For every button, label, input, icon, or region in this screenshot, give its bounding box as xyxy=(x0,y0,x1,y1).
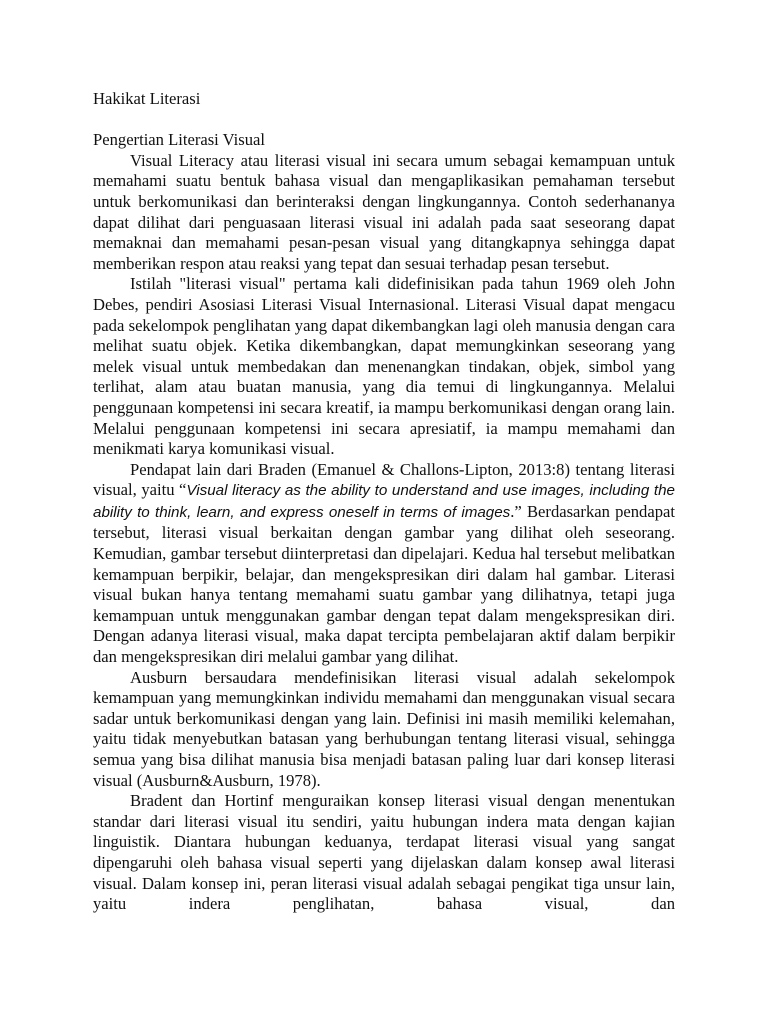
paragraph-3-text-before: Pendapat lain dari Braden (Emanuel & Challons-Lipton, 2013:8) tentang literasi visual, yaitu “ xyxy=(93,459,675,500)
paragraph-2: Istilah "literasi visual" pertama kali didefinisikan pada tahun 1969 oleh John Debes, pendiri Asosiasi Literasi Visual Internasional. Literasi Visual dapat mengacu pada sekelompok penglihatan yang dapat dikembangkan lagi oleh manusia dengan cara melihat suatu objek. Ketika dikembangkan, dapat memungkinkan seseorang yang melek visual untuk membedakan dan menenangkan tindakan, objek, simbol yang terlihat, alam atau buatan manusia, yang dia temui di lingkungannya. Melalui penggunaan kompetensi ini secara kreatif, ia mampu berkomunikasi dengan orang lain. Melalui penggunaan kompetensi ini secara apresiatif, ia mampu memahami dan menikmati karya komunikasi visual. xyxy=(93,274,675,459)
paragraph-3 xyxy=(93,460,675,668)
paragraph-3-quote: Visual literacy as the ability to understand and use images, including the ability to think, learn, and express oneself in terms of images xyxy=(93,482,675,521)
document-body xyxy=(93,89,675,915)
paragraph-5: Bradent dan Hortinf menguraikan konsep literasi visual dengan menentukan standar dari literasi visual itu sendiri, yaitu hubungan indera mata dengan kajian linguistik. Diantara hubungan keduanya, terdapat literasi visual yang sangat dipengaruhi oleh bahasa visual seperti yang dijelaskan dalam konsep awal literasi visual. Dalam konsep ini, peran literasi visual adalah sebagai pengikat tiga unsur lain, yaitu indera penglihatan, bahasa visual, dan xyxy=(93,791,675,914)
document-title: Hakikat Literasi xyxy=(93,89,201,108)
paragraph-4: Ausburn bersaudara mendefinisikan literasi visual adalah sekelompok kemampuan yang memungkinkan individu memahami dan menggunakan visual secara sadar untuk berkomunikasi dengan yang lain. Definisi ini masih memiliki kelemahan, yaitu tidak menyebutkan batasan yang berhubungan tentang literasi visual, sehingga semua yang bisa dilihat manusia bisa menjadi batasan paling luar dari konsep literasi visual (Ausburn&Ausburn, 1978). xyxy=(93,667,675,790)
paragraph-3-text-after: .” Berdasarkan pendapat tersebut, literasi visual berkaitan dengan gambar yang dilihat oleh seseorang. Kemudian, gambar tersebut diinterpretasi dan dipelajari. Kedua hal tersebut melibatkan kemampuan berpikir, belajar, dan mengekspresikan diri dalam hal gambar. Literasi visual bukan hanya tentang memahami suatu gambar yang dilihatnya, tetapi juga kemampuan untuk menggunakan gambar dengan tepat dalam mengekspresikan diri. Dengan adanya literasi visual, maka dapat tercipta pembelajaran aktif dalam berpikir dan mengekspresikan diri melalui gambar yang dilihat. xyxy=(93,501,675,667)
section-title: Pengertian Literasi Visual xyxy=(93,130,265,150)
paragraph-1: Visual Literacy atau literasi visual ini secara umum sebagai kemampuan untuk memahami suatu bentuk bahasa visual dan mengaplikasikan pemahaman tersebut untuk berkomunikasi dan berinteraksi dengan lingkungannya. Contoh sederhananya dapat dilihat dari penguasaan literasi visual ini adalah pada saat seseorang dapat memaknai dan memahami pesan-pesan visual yang ditangkapnya sehingga dapat memberikan respon atau reaksi yang tepat dan sesuai terhadap pesan tersebut. xyxy=(93,150,675,273)
